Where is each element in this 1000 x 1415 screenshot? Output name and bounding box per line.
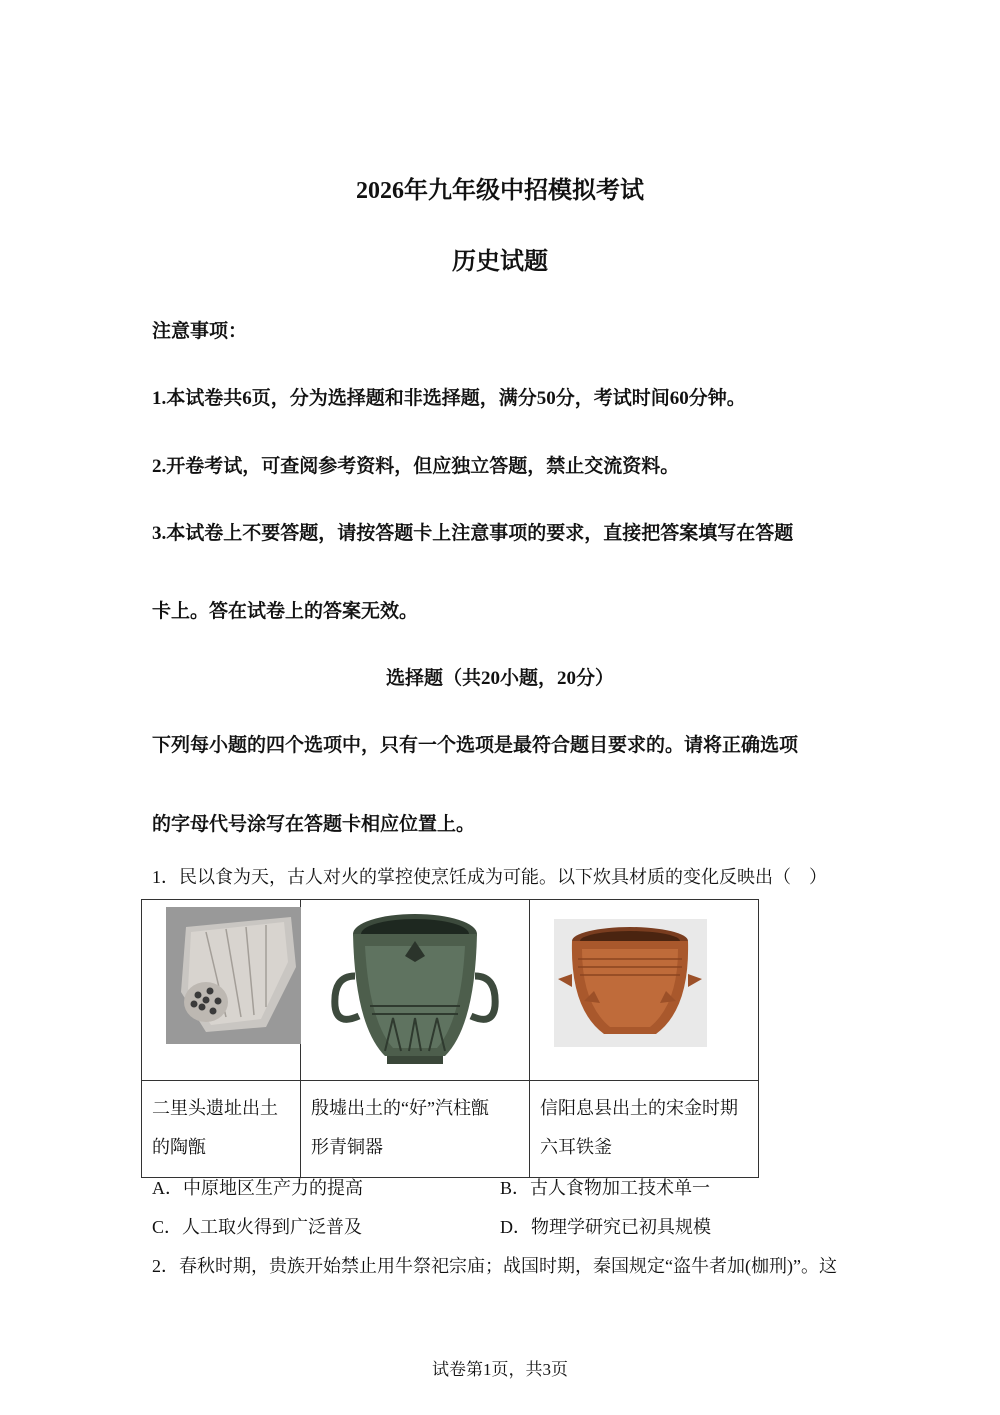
question1-option-a[interactable]: A．中原地区生产力的提高	[152, 1178, 363, 1198]
artifact-1-caption-line1: 二里头遗址出土	[152, 1098, 278, 1118]
section-heading: 选择题（共20小题，20分）	[385, 668, 614, 689]
notice-item-1: 1.本试卷共6页，分为选择题和非选择题，满分50分，考试时间60分钟。	[152, 388, 746, 409]
exam-title: 2026年九年级中招模拟考试	[356, 178, 644, 204]
question1-option-d[interactable]: D．物理学研究已初具规模	[500, 1217, 711, 1237]
question2-stem: 2．春秋时期，贵族开始禁止用牛祭祀宗庙；战国时期，秦国规定“盗牛者加(枷刑)”。这	[152, 1256, 837, 1276]
artifact-1-caption	[142, 1081, 301, 1178]
question1-artifact-table	[141, 899, 759, 1178]
exam-subject: 历史试题	[452, 249, 548, 275]
artifact-3-caption	[530, 1081, 759, 1178]
section-instruction-line1: 下列每小题的四个选项中，只有一个选项是最符合题目要求的。请将正确选项	[152, 735, 799, 756]
question1-option-c[interactable]: C．人工取火得到广泛普及	[152, 1217, 363, 1237]
notice-item-3: 3.本试卷上不要答题，请按答题卡上注意事项的要求，直接把答案填写在答题	[152, 523, 794, 544]
bronze-steamer-image	[325, 906, 505, 1078]
question1-option-b[interactable]: B．古人食物加工技术单一	[500, 1178, 711, 1198]
iron-cauldron-image	[554, 919, 707, 1047]
section-instruction-line2: 的字母代号涂写在答题卡相应位置上。	[152, 814, 476, 835]
notice-item-2: 2.开卷考试，可查阅参考资料，但应独立答题，禁止交流资料。	[152, 456, 680, 477]
artifact-3-image-cell	[530, 900, 759, 1081]
question1-stem: 1．民以食为天，古人对火的掌控使烹饪成为可能。以下炊具材质的变化反映出（ ）	[152, 867, 827, 887]
page-footer: 试卷第1页，共3页	[432, 1360, 568, 1379]
artifact-1-caption-line2: 的陶甑	[152, 1137, 206, 1157]
artifact-2-caption-line2: 形青铜器	[311, 1137, 383, 1157]
pottery-steamer-image	[166, 907, 301, 1044]
artifact-1-image-cell	[142, 900, 301, 1081]
artifact-3-caption-line1: 信阳息县出土的宋金时期	[540, 1098, 738, 1118]
artifact-2-caption	[301, 1081, 530, 1178]
artifact-2-image-cell	[301, 900, 530, 1081]
notice-heading: 注意事项：	[152, 321, 248, 342]
notice-item-3-continued: 卡上。答在试卷上的答案无效。	[152, 601, 419, 622]
artifact-2-caption-line1: 殷墟出土的“好”汽柱甑	[311, 1098, 489, 1118]
artifact-3-caption-line2: 六耳铁釜	[540, 1137, 612, 1157]
